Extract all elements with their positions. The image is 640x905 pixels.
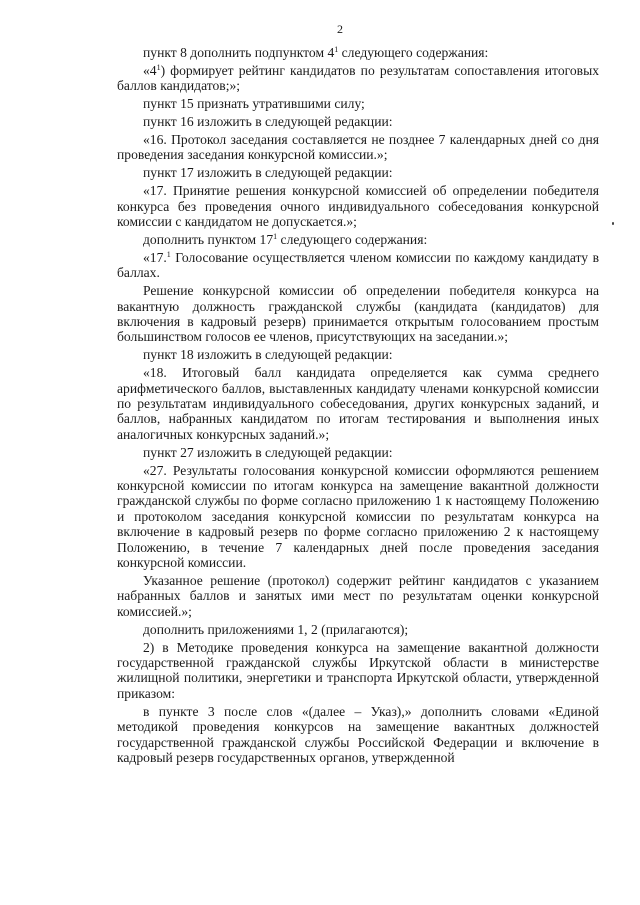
paragraph: пункт 15 признать утратившими силу; bbox=[143, 96, 365, 112]
document-body bbox=[117, 45, 599, 768]
paragraph-text: Голосование осуществляется членом комиссии по каждому кандидату в баллах. bbox=[117, 249, 599, 281]
paragraph bbox=[117, 63, 599, 94]
margin-mark bbox=[612, 222, 614, 225]
paragraph: Указанное решение (протокол) содержит рейтинг кандидатов с указанием набранных баллов и занятых ими мест по результатам оценки конкурсной комиссией.»; bbox=[117, 573, 599, 619]
paragraph: пункт 17 изложить в следующей редакции: bbox=[143, 165, 393, 181]
paragraph: пункт 16 изложить в следующей редакции: bbox=[143, 114, 393, 130]
paragraph: «17. Принятие решения конкурсной комиссией об определении победителя конкурса без проведения очного индивидуального собеседования конкурсной комиссии с кандидатом не допускается.»; bbox=[117, 183, 599, 230]
paragraph: дополнить приложениями 1, 2 (прилагаются); bbox=[143, 621, 409, 637]
paragraph bbox=[117, 45, 599, 60]
paragraph bbox=[117, 232, 599, 247]
paragraph-text: следующего содержания: bbox=[338, 45, 489, 60]
superscript: 1 bbox=[273, 231, 278, 241]
superscript: 1 bbox=[334, 45, 339, 54]
paragraph: «27. Результаты голосования конкурсной комиссии оформляются решением конкурсной комиссии по итогам конкурса на замещение вакантной должности гражданской службы по форме согласно приложению 1 к настоящему Положению и протоколом заседания конкурсной комиссии по результатам конкурса на включение в кадровый резерв по форме согласно приложению 2 к настоящему Положению, в течение 7 календарных дней после проведения заседания конкурсной комиссии. bbox=[117, 462, 599, 571]
paragraph: в пункте 3 после слов «(далее – Указ),» дополнить словами «Единой методикой проведения конкурсов на замещение вакантных должностей государственной гражданской службы Российской Федерации и включение в кадровый резерв государственных органов, утвержденной bbox=[117, 703, 599, 765]
paragraph: пункт 27 изложить в следующей редакции: bbox=[143, 444, 393, 460]
paragraph-text: ) формирует рейтинг кандидатов по результатам сопоставления итоговых баллов кандидатов;»; bbox=[117, 62, 599, 94]
paragraph: «18. Итоговый балл кандидата определяется как сумма среднего арифметического баллов, выставленных кандидату членами конкурсной комиссии по результатам индивидуального собеседования, других конкурсных заданий, и баллов, набранных кандидатом по итогам тестирования и выполнения иных аналогичных конкурсных заданий.»; bbox=[117, 365, 599, 442]
paragraph: 2) в Методике проведения конкурса на замещение вакантной должности государственной гражданской службы Иркутской области в министерстве жилищной политики, энергетики и транспорта Иркутской области, утвержденной приказом: bbox=[117, 639, 599, 701]
paragraph bbox=[117, 250, 599, 281]
paragraph-text: «17. bbox=[143, 249, 167, 265]
paragraph: Решение конкурсной комиссии об определении победителя конкурса на вакантную должность гражданской службы (кандидата (кандидатов) для включения в кадровый резерв) принимается открытым голосованием простым большинством голосов ее членов, присутствующих на заседании.»; bbox=[117, 283, 599, 345]
superscript: 1 bbox=[166, 249, 171, 259]
paragraph: «16. Протокол заседания составляется не позднее 7 календарных дней со дня проведения заседания конкурсной комиссии.»; bbox=[117, 132, 599, 163]
page-number: 2 bbox=[337, 22, 343, 36]
superscript: 1 bbox=[156, 62, 161, 72]
paragraph-text: пункт 8 дополнить подпунктом 4 bbox=[143, 45, 335, 60]
paragraph: пункт 18 изложить в следующей редакции: bbox=[143, 347, 393, 363]
paragraph-text: дополнить пунктом 17 bbox=[143, 231, 274, 247]
paragraph-text: следующего содержания: bbox=[277, 231, 428, 247]
paragraph-text: «4 bbox=[143, 62, 157, 78]
